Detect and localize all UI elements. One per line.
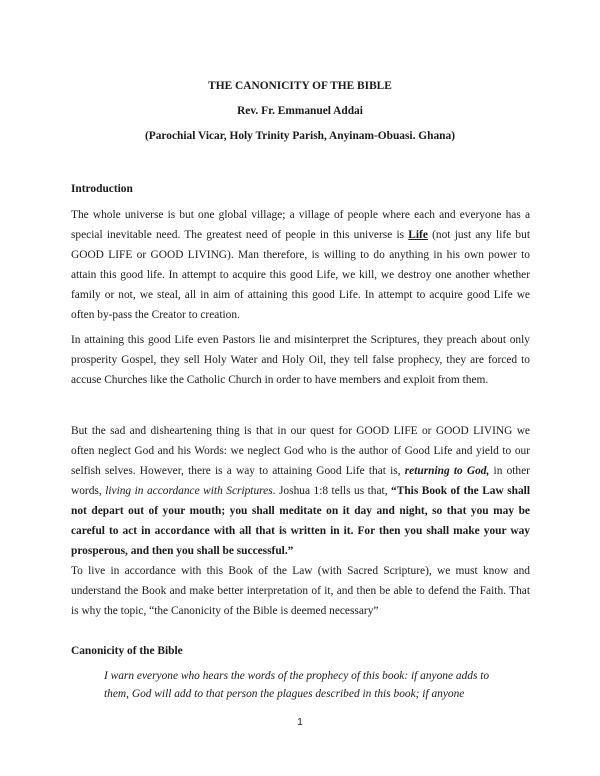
affiliation-line: (Parochial Vicar, Holy Trinity Parish, Anyinam-Obuasi. Ghana) [144, 130, 455, 142]
para1-text-a: The whole universe is but one global village; a village of people where each and everyone has a special inevitable need. The greatest need of people in this universe is [71, 209, 530, 241]
intro-paragraph-4: To live in accordance with this Book of the Law (with Sacred Scripture), we must know and understand the Book and make better interpretation of it, and then be able to defend the Faith. That is why the topic, “the Canonicity of the Bible is deemed necessary” [71, 565, 530, 617]
para3-text-b: in other words, [71, 465, 530, 497]
page-number: 1 [297, 717, 303, 728]
author-line: Rev. Fr. Emmanuel Addai [237, 105, 363, 117]
introduction-heading: Introduction [71, 183, 133, 195]
para3-text-c: . Joshua 1:8 tells us that, [272, 485, 392, 497]
canonicity-heading: Canonicity of the Bible [71, 645, 183, 657]
intro-paragraph-2: In attaining this good Life even Pastors lie and misinterpret the Scriptures, they preach about only prosperity Gospel, they sell Holy Water and Holy Oil, they tell false prophecy, they are forced to accuse Churches like the Catholic Church in order to have members and exploit from them. [71, 334, 530, 386]
joshua-quote: “This Book of the Law shall not depart out of your mouth; you shall meditate on it day and night, so that you may be careful to act in accordance with all that is written in it. For then you shall make your way prosperous, and then you shall be successful.” [71, 485, 530, 557]
returning-to-god-emphasis: returning to God, [404, 465, 490, 477]
document-title: THE CANONICITY OF THE BIBLE [208, 80, 392, 92]
intro-paragraph-1 [71, 205, 530, 325]
para3-text-a: But the sad and disheartening thing is that in our quest for GOOD LIFE or GOOD LIVING we often neglect God and his Words: we neglect God who is the author of Good Life and yield to our selfish selves. However, there is a way to attaining Good Life that is, [71, 425, 530, 477]
para1-text-b: (not just any life but GOOD LIFE or GOOD LIVING). Man therefore, is willing to do anything in his own power to attain this good life. In attempt to acquire this good Life, we kill, we destroy one another whether family or not, we steal, all in aim of attaining this good Life. In attempt to acquire good Life we often by-pass the Creator to creation. [71, 229, 530, 321]
revelation-block-quote: I warn everyone who hears the words of the prophecy of this book: if anyone adds to them, God will add to that person the plagues described in this book; if anyone [104, 670, 490, 700]
life-emphasis: Life [408, 229, 428, 241]
intro-paragraph-3 [71, 421, 530, 561]
living-in-accordance-emphasis: living in accordance with Scriptures [105, 485, 273, 497]
